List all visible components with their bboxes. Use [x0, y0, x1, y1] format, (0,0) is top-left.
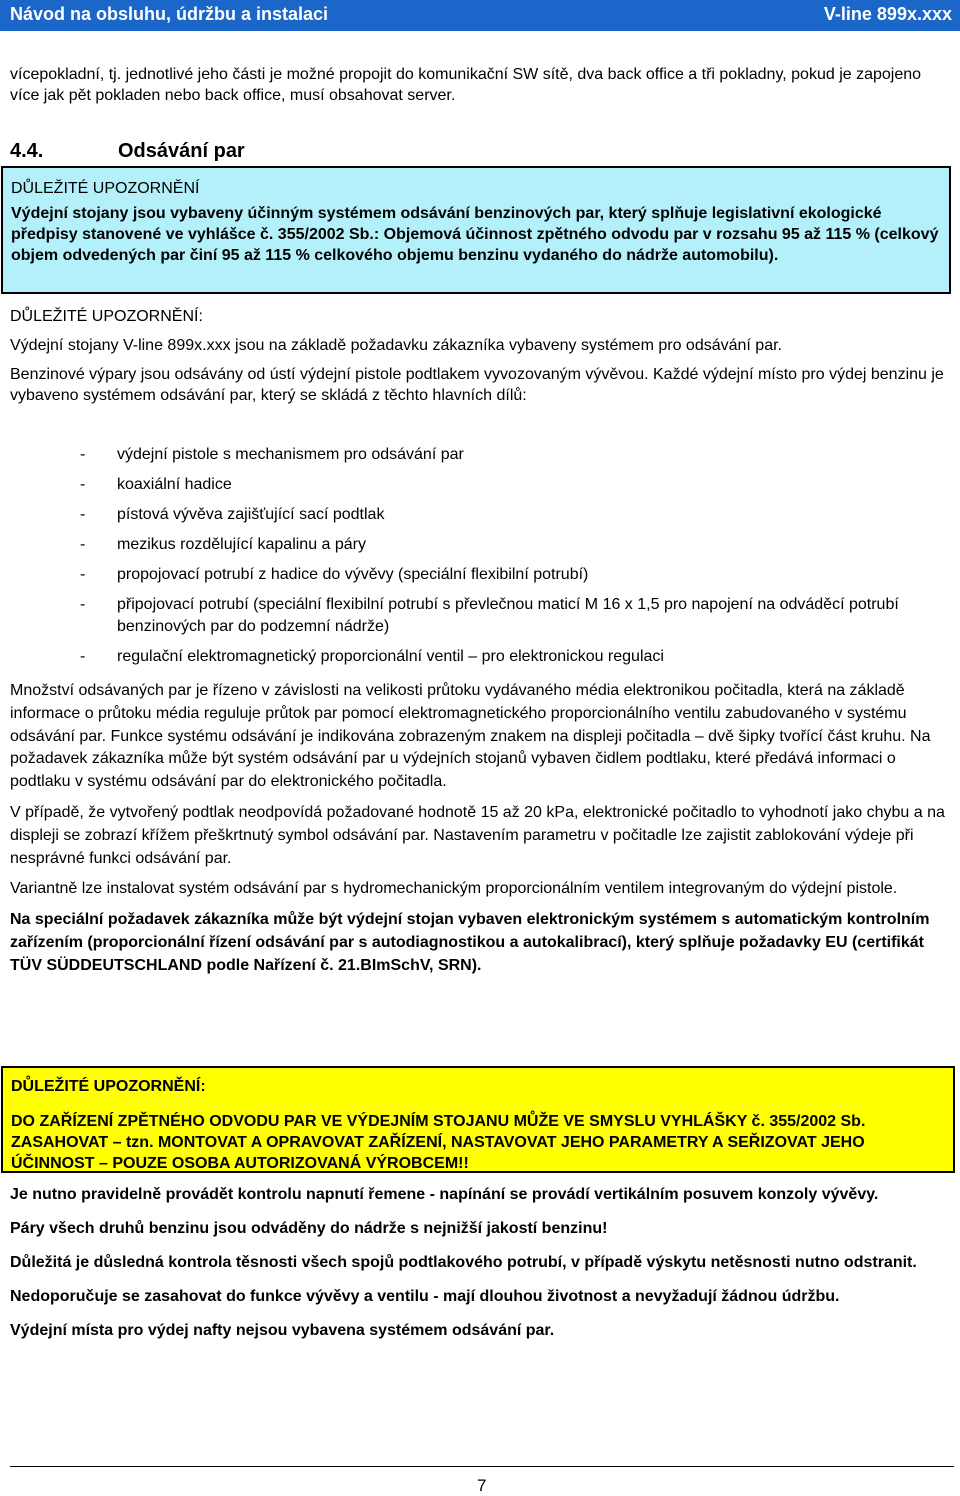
header-model: V-line 899x.xxx — [823, 4, 952, 24]
list-item: - regulační elektromagnetický proporcionální ventil – pro elektronickou regulaci — [80, 648, 664, 665]
parts-list — [80, 444, 950, 676]
list-item: - koaxiální hadice — [80, 476, 232, 493]
note-belt: Je nutno pravidelně provádět kontrolu napnutí řemene - napínání se provádí vertikálním posuvem konzoly vývěvy. — [10, 1186, 879, 1203]
list-item: - propojovací potrubí z hadice do vývěvy (speciální flexibilní potrubí) — [80, 566, 589, 583]
list-item: - mezikus rozdělující kapalinu a páry — [80, 536, 367, 553]
note-diesel: Výdejní místa pro výdej nafty nejsou vybavena systémem odsávání par. — [10, 1322, 555, 1339]
notice-paragraph-1: Výdejní stojany V-line 899x.xxx jsou na základě požadavku zákazníka vybaveny systémem pro odsávání par. — [10, 337, 782, 354]
section-title: Odsávání par — [118, 140, 245, 162]
paragraph-control: Množství odsávaných par je řízeno v závislosti na velikosti průtoku vydávaného média elektronikou počitadla, která na základě informace o průtoku média reguluje průtok par pomocí elektromagnetického proporcionálního ventilu zabudovaného v systému odsávání par. Funkce systému odsávání je indikována zobrazeným znakem na displeji počitadla – dvě šipky tvořící část kruhu. Na požadavek zákazníka může být systém odsávání par u výdejních stojanů vybaven čidlem podtlaku, které předává informaci o podtlaku v systému odsávání par do elektronického počitadla. — [10, 682, 931, 791]
body-paragraphs — [10, 680, 954, 986]
page-header — [0, 0, 960, 31]
paragraph-special: Na speciální požadavek zákazníka může být výdejní stojan vybaven elektronickým systémem s automatickým kontrolním zařízením (proporcionální řízení odsávání par s autodiagnostikou a autokalibrací), který splňuje požadavky EU (certifikát TÜV SÜDDEUTSCHLAND podle Nařízení č. 21.BImSchV, SRN). — [10, 911, 930, 974]
notice-section — [10, 306, 954, 414]
section-heading — [10, 140, 245, 163]
notice-paragraph-2: Benzinové výpary jsou odsávány od ústí výdejní pistole podtlakem vyvozovaným vývěvou. Každé výdejní místo pro výdej benzinu je vybaveno systémem odsávání par, který se skládá z těchto hlavních dílů: — [10, 366, 944, 404]
footer-divider — [10, 1466, 954, 1467]
important-box-yellow — [1, 1066, 955, 1173]
important-label-2: DŮLEŽITÉ UPOZORNĚNÍ: — [10, 308, 203, 325]
important-label: DŮLEŽITÉ UPOZORNĚNÍ — [11, 180, 200, 197]
list-item: - výdejní pistole s mechanismem pro odsávání par — [80, 446, 464, 463]
final-notes — [10, 1184, 954, 1354]
section-number: 4.4. — [10, 140, 44, 162]
page-number: 7 — [477, 1476, 487, 1495]
important-box-cyan — [1, 166, 951, 294]
important-text: Výdejní stojany jsou vybaveny účinným systémem odsávání benzinových par, který splňuje legislativní ekologické předpisy stanovené ve vyhlášce č. 355/2002 Sb.: Objemová účinnost zpětného odvodu par v rozsahu 95 až 115 % (celkový objem odvedených par činí 95 až 115 % celkového objemu benzinu vydaného do nádrže automobilu). — [11, 205, 939, 264]
list-item: - připojovací potrubí (speciální flexibilní potrubí s převlečnou maticí M 16 x 1,5 pro napojení na odváděcí potrubí benzinových par do podzemní nádrže) — [80, 596, 899, 635]
note-no-intervention: Nedoporučuje se zasahovat do funkce vývěvy a ventilu - mají dlouhou životnost a nevyžadují žádnou údržbu. — [10, 1288, 840, 1305]
paragraph-pressure: V případě, že vytvořený podtlak neodpovídá požadované hodnotě 15 až 20 kPa, elektronické počitadlo to vyhodnotí jako chybu a na displeji se zobrazí křížem přeškrtnutý symbol odsávání par. Nastavením parametru v počitadle lze zajistit zablokování výdeje při nesprávné funkci odsávání par. — [10, 803, 945, 867]
header-title: Návod na obsluhu, údržbu a instalaci — [10, 4, 329, 24]
important-label-3: DŮLEŽITÉ UPOZORNĚNÍ: — [11, 1078, 206, 1095]
note-vapors: Páry všech druhů benzinu jsou odváděny do nádrže s nejnižší jakostí benzinu! — [10, 1220, 608, 1237]
list-item: - pístová vývěva zajišťující sací podtlak — [80, 506, 385, 523]
warning-text: DO ZAŘÍZENÍ ZPĚTNÉHO ODVODU PAR VE VÝDEJNÍM STOJANU MŮŽE VE SMYSLU VYHLÁŠKY č. 355/2002 Sb. ZASAHOVAT – tzn. MONTOVAT A OPRAVOVAT ZAŘÍZENÍ, NASTAVOVAT JEHO PARAMETRY A SEŘIZOVAT JEHO ÚČINNOST – POUZE OSOBA AUTORIZOVANÁ VÝROBCEM!! — [11, 1113, 866, 1172]
intro-text: vícepokladní, tj. jednotlivé jeho části je možné propojit do komunikační SW sítě, dva back office a tři pokladny, pokud je zapojeno více jak pět pokladen nebo back office, musí obsahovat server. — [10, 66, 922, 104]
note-tightness: Důležitá je důsledná kontrola těsnosti všech spojů podtlakového potrubí, v případě výskytu netěsnosti nutno odstranit. — [10, 1254, 917, 1271]
paragraph-variant: Variantně lze instalovat systém odsávání par s hydromechanickým proporcionálním ventilem integrovaným do výdejní pistole. — [10, 880, 898, 898]
intro-paragraph — [10, 64, 954, 106]
